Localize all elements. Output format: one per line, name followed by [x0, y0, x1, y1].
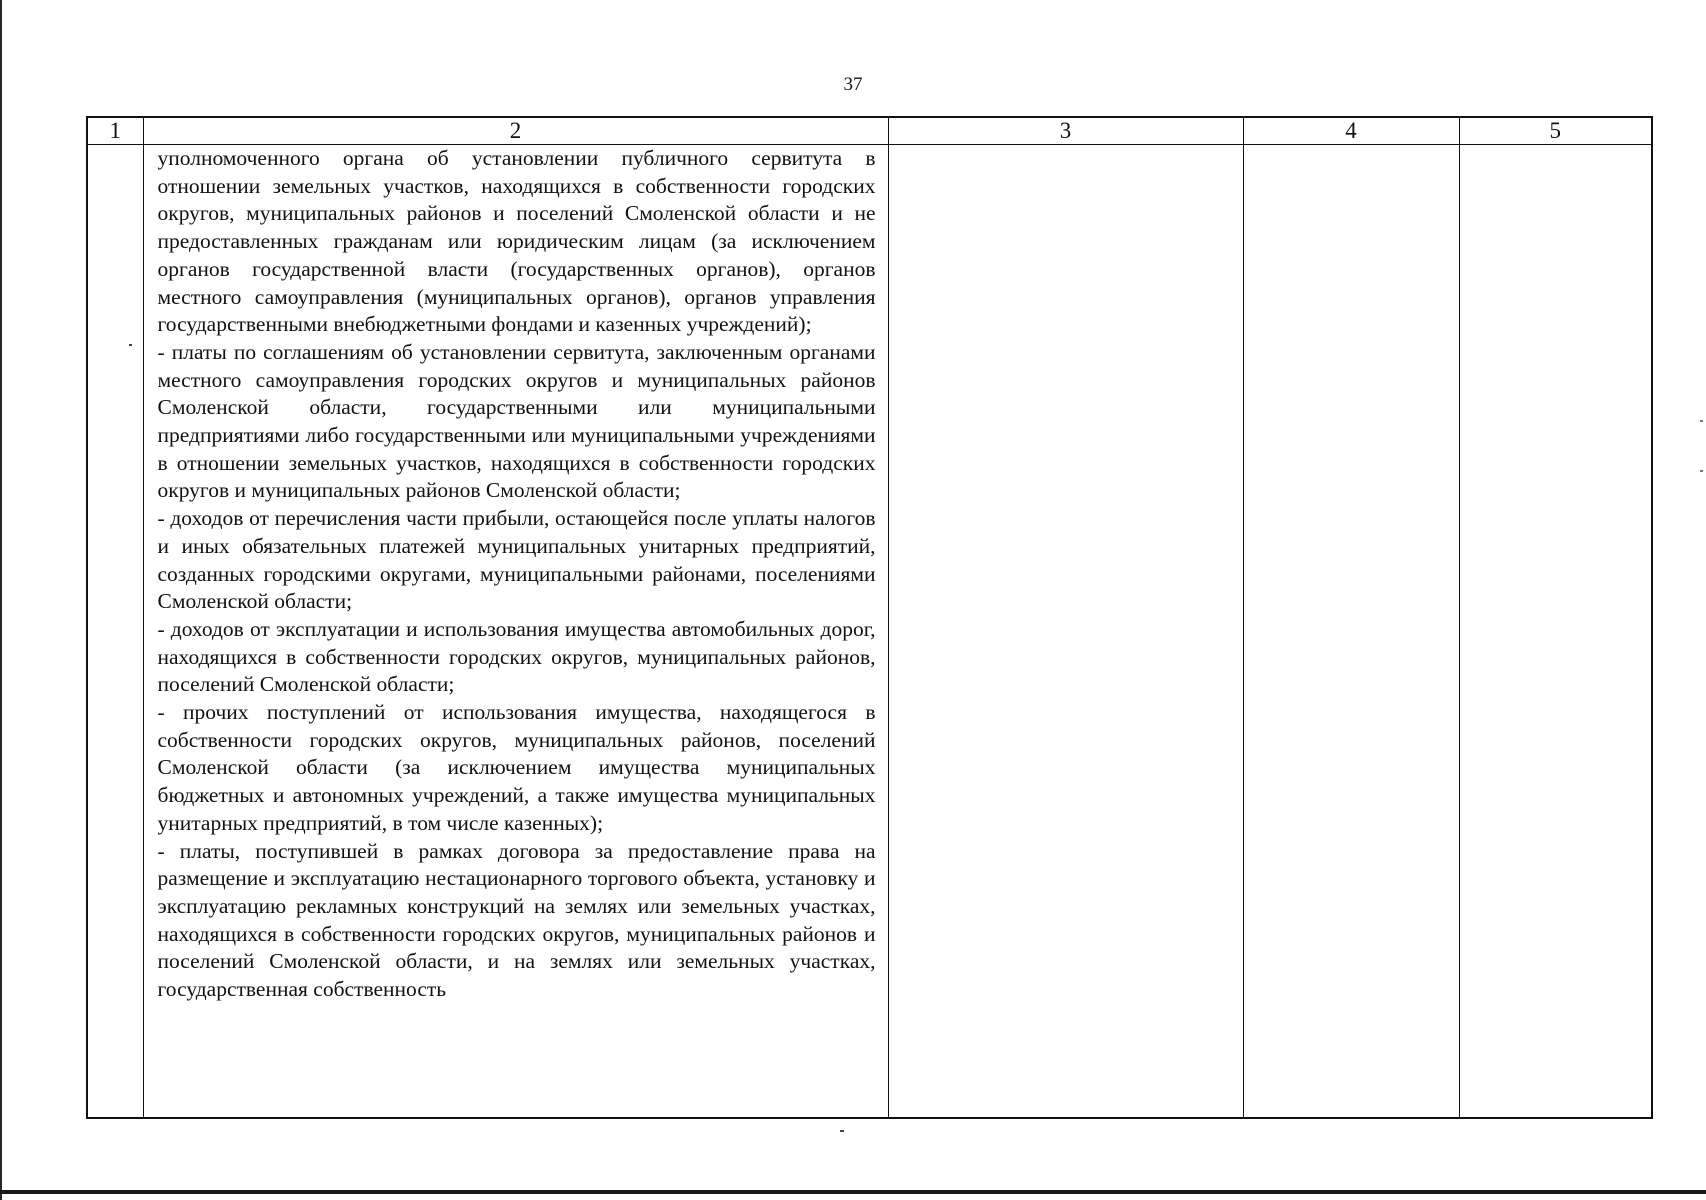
- paragraph: - платы по соглашениям об установлении сервитута, заключенным органами местного самоуправления городских округов и муниципальных районов Смоленской области, государственными или муниципальными предприятиями либо государственными или муниципальными учреждениями в отношении земельных участков, находящихся в собственности городских округов и муниципальных районов Смоленской области;: [157, 339, 876, 503]
- paragraph: - доходов от перечисления части прибыли, остающейся после уплаты налогов и иных обязательных платежей муниципальных унитарных предприятий, созданных городскими округами, муниципальными районами, поселениями Смоленской области;: [157, 506, 876, 614]
- scan-mark: [1700, 420, 1703, 422]
- column-header-4: 4: [1243, 117, 1459, 145]
- page-left-edge: [0, 0, 2, 1200]
- scan-mark: [1700, 470, 1703, 472]
- cell-column-5: [1459, 145, 1652, 1119]
- table-header-row: [87, 117, 1652, 145]
- paragraph: - прочих поступлений от использования имущества, находящегося в собственности городских округов, муниципальных районов, поселений Смоленской области (за исключением имущества муниципальных бюджетных и автономных учреждений, а также имущества муниципальных унитарных предприятий, в том числе казенных);: [157, 700, 876, 835]
- column-header-1: 1: [87, 117, 143, 145]
- scan-mark: [840, 1130, 844, 1132]
- cell-text: [144, 145, 888, 1117]
- paragraph: - доходов от эксплуатации и использования имущества автомобильных дорог, находящихся в собственности городских округов, муниципальных районов, поселений Смоленской области;: [157, 616, 876, 697]
- cell-column-1: [87, 145, 143, 1119]
- document-table: [86, 116, 1653, 1119]
- cell-column-2: [143, 145, 888, 1119]
- paragraph: - платы, поступившей в рамках договора за предоставление права на размещение и эксплуатацию нестационарного торгового объекта, установку и эксплуатацию рекламных конструкций на землях или земельных участках, находящихся в собственности городских округов, муниципальных районов и поселений Смоленской области, и на землях или земельных участках, государственная собственность: [157, 838, 876, 1002]
- scan-mark: [129, 344, 132, 346]
- column-header-3: 3: [888, 117, 1243, 145]
- page-bottom-edge: [0, 1190, 1706, 1194]
- paragraph: уполномоченного органа об установлении публичного сервитута в отношении земельных участков, находящихся в собственности городских округов, муниципальных районов и поселений Смоленской области и не предоставленных гражданам или юридическим лицам (за исключением органов государственной власти (государственных органов), органов местного самоуправления (муниципальных органов), органов управления государственными внебюджетными фондами и казенных учреждений);: [157, 146, 876, 337]
- cell-column-3: [888, 145, 1243, 1119]
- column-header-5: 5: [1459, 117, 1652, 145]
- column-header-2: 2: [143, 117, 888, 145]
- cell-column-4: [1243, 145, 1459, 1119]
- page-number: 37: [843, 74, 863, 95]
- table-row: [87, 145, 1652, 1119]
